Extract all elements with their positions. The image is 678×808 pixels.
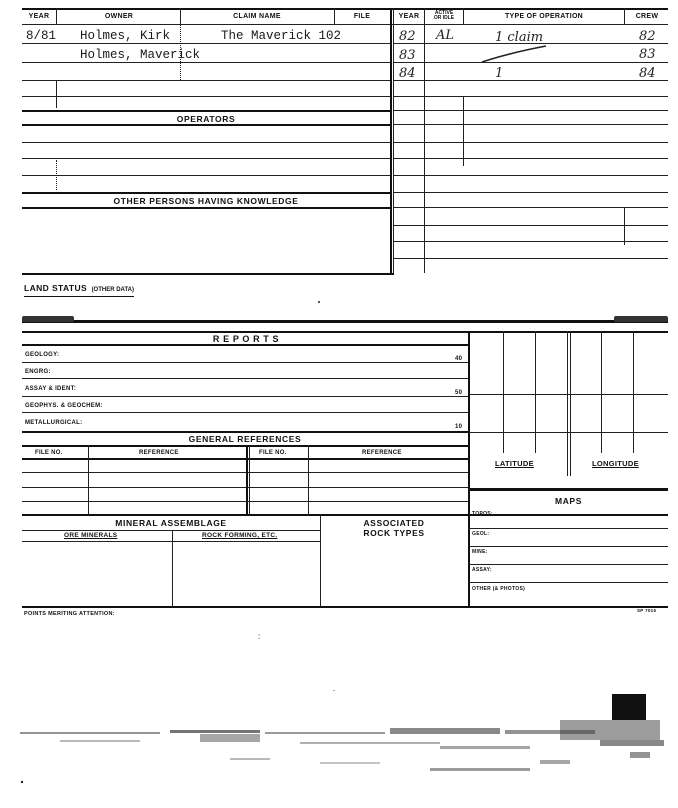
ref-file-no-header-1: FILE NO. bbox=[35, 450, 63, 456]
ops-year-2: 83 bbox=[399, 48, 416, 63]
header-crew: CREW bbox=[635, 13, 659, 20]
associated-rock-types-title: ASSOCIATED ROCK TYPES bbox=[363, 518, 425, 538]
header-year: YEAR bbox=[28, 13, 50, 20]
map-mine: MINE: bbox=[472, 549, 488, 555]
ownership-claim-name: The Maverick 102 bbox=[221, 29, 342, 43]
longitude-label: LONGITUDE bbox=[592, 459, 639, 468]
points-meriting-attention: POINTS MERITING ATTENTION: bbox=[24, 611, 115, 617]
ore-minerals-header: ORE MINERALS bbox=[64, 532, 118, 539]
maps-title: MAPS bbox=[555, 496, 582, 506]
land-status-label: LAND STATUS (OTHER DATA) bbox=[24, 278, 134, 297]
report-geophys-label: GEOPHYS. & GEOCHEM: bbox=[25, 403, 103, 409]
report-metallurgical-num: 10 bbox=[455, 424, 463, 430]
header-owner: OWNER bbox=[104, 13, 134, 20]
ditto-stroke bbox=[480, 44, 550, 64]
ref-reference-header-1: REFERENCE bbox=[139, 450, 179, 456]
ops-type-1: 1 claim bbox=[495, 30, 544, 45]
header-active-idle: ACTIVE OR IDLE bbox=[433, 10, 455, 21]
general-references-title: GENERAL REFERENCES bbox=[188, 434, 302, 444]
report-geology-num: 40 bbox=[455, 356, 463, 362]
map-geol: GEOL: bbox=[472, 531, 490, 537]
report-engrg-label: ENGRG: bbox=[25, 369, 51, 375]
ops-year-1: 82 bbox=[399, 29, 416, 44]
ops-year-3: 84 bbox=[399, 66, 416, 81]
rock-forming-header: ROCK FORMING, ETC. bbox=[202, 532, 278, 539]
report-geology-label: GEOLOGY: bbox=[25, 352, 60, 358]
other-persons-title: OTHER PERSONS HAVING KNOWLEDGE bbox=[113, 196, 299, 206]
ops-crew-1: 82 bbox=[639, 29, 656, 44]
header-claim-name: CLAIM NAME bbox=[233, 13, 281, 20]
ops-type-3: 1 bbox=[495, 66, 504, 81]
ownership-owner: Holmes, Kirk bbox=[80, 29, 171, 43]
header-type-of-operation: TYPE OF OPERATION bbox=[504, 13, 584, 20]
reports-title: R E P O R T S bbox=[212, 334, 280, 344]
report-assay-num: 50 bbox=[455, 390, 463, 396]
form-number: SP 7015 bbox=[637, 608, 657, 613]
ownership-owner-2: Holmes, Maverick bbox=[80, 48, 201, 62]
report-metallurgical-label: METALLURGICAL: bbox=[25, 420, 83, 426]
ref-file-no-header-2: FILE NO. bbox=[259, 450, 287, 456]
ownership-year: 8/81 bbox=[26, 29, 57, 43]
report-assay-label: ASSAY & IDENT: bbox=[25, 386, 77, 392]
header-year-2: YEAR bbox=[398, 13, 420, 20]
operators-title: OPERATORS bbox=[176, 114, 236, 124]
latitude-label: LATITUDE bbox=[495, 459, 534, 468]
ops-crew-2: 83 bbox=[639, 47, 656, 62]
map-other-photos: OTHER (& PHOTOS) bbox=[472, 586, 526, 592]
ops-status-1: AL bbox=[436, 28, 455, 43]
mineral-assemblage-title: MINERAL ASSEMBLAGE bbox=[115, 518, 227, 528]
map-assay: ASSAY: bbox=[472, 567, 492, 573]
header-file: FILE bbox=[353, 13, 371, 20]
map-topos: TOPOS: bbox=[472, 511, 493, 517]
ops-crew-3: 84 bbox=[639, 66, 656, 81]
ref-reference-header-2: REFERENCE bbox=[362, 450, 402, 456]
